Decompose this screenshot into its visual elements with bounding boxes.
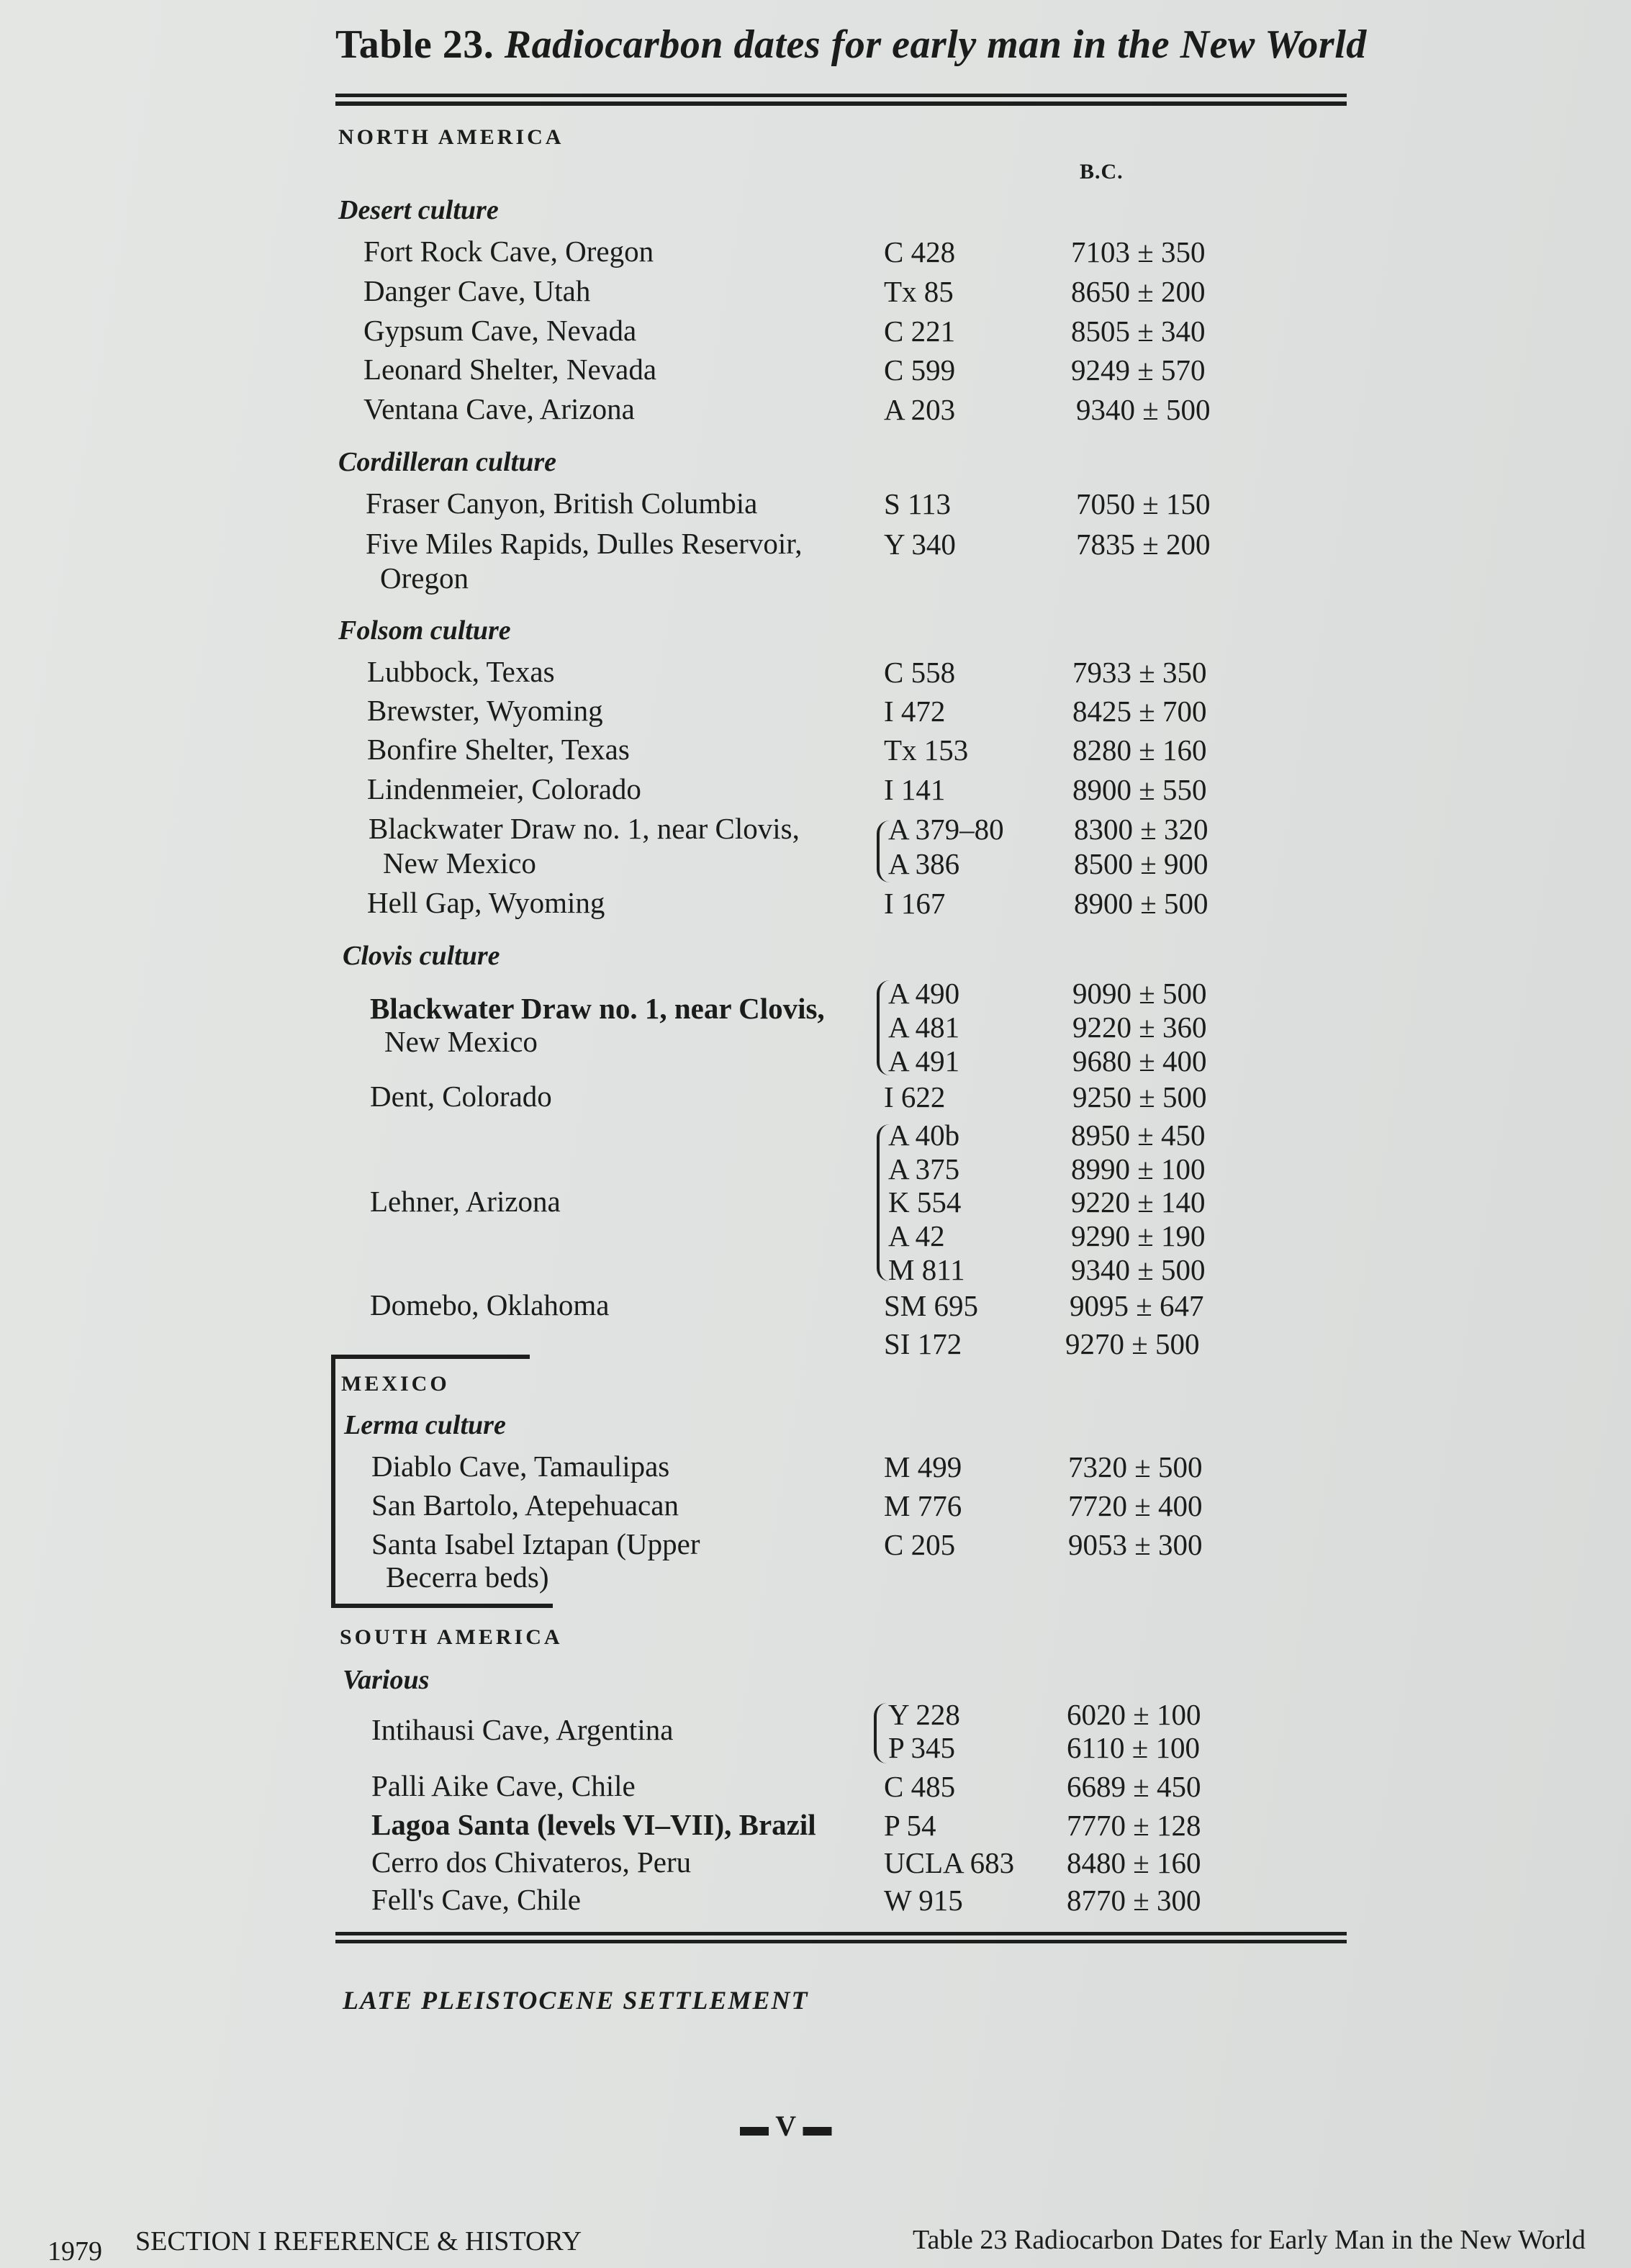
lab-number: W 915 bbox=[884, 1884, 963, 1917]
lab-number: M 499 bbox=[884, 1450, 962, 1483]
lab-number: A 375 bbox=[888, 1152, 960, 1185]
lab-number: SM 695 bbox=[884, 1289, 979, 1322]
site-name-continued: New Mexico bbox=[383, 846, 536, 880]
lab-number: I 622 bbox=[884, 1080, 946, 1113]
date-value: 9250 ± 500 bbox=[1072, 1080, 1207, 1113]
culture-various: Various bbox=[343, 1665, 430, 1695]
lab-number: I 167 bbox=[884, 887, 946, 920]
date-value: 9290 ± 190 bbox=[1071, 1219, 1206, 1252]
date-value: 7770 ± 128 bbox=[1067, 1809, 1201, 1842]
date-value: 6020 ± 100 bbox=[1067, 1698, 1201, 1731]
site-name: Ventana Cave, Arizona bbox=[363, 392, 635, 425]
lab-number: A 42 bbox=[888, 1219, 945, 1252]
lab-number: SI 172 bbox=[884, 1327, 962, 1360]
footer-year: 1979 bbox=[48, 2236, 102, 2267]
site-name: Gypsum Cave, Nevada bbox=[363, 314, 637, 347]
bottom-rule-second bbox=[335, 1940, 1347, 1943]
site-name: Intihausi Cave, Argentina bbox=[371, 1713, 674, 1746]
date-value: 8505 ± 340 bbox=[1071, 315, 1206, 348]
lab-number: C 485 bbox=[884, 1770, 956, 1803]
lab-number: I 141 bbox=[884, 773, 946, 806]
lab-number: M 811 bbox=[888, 1253, 965, 1286]
date-value: 8770 ± 300 bbox=[1067, 1884, 1201, 1917]
lab-number: A 379–80 bbox=[888, 813, 1004, 846]
next-section-heading: LATE PLEISTOCENE SETTLEMENT bbox=[343, 1986, 809, 2015]
lab-number: A 203 bbox=[884, 393, 956, 426]
date-value: 7933 ± 350 bbox=[1072, 656, 1207, 689]
site-name: Diablo Cave, Tamaulipas bbox=[371, 1450, 670, 1483]
date-value: 9340 ± 500 bbox=[1076, 393, 1211, 426]
lab-number: K 554 bbox=[888, 1185, 962, 1219]
date-value: 8990 ± 100 bbox=[1071, 1152, 1206, 1185]
site-name: Domebo, Oklahoma bbox=[370, 1288, 610, 1322]
date-value: 9090 ± 500 bbox=[1072, 977, 1207, 1010]
lab-number: S 113 bbox=[884, 487, 952, 520]
lab-number: Tx 153 bbox=[884, 733, 969, 767]
lab-number: P 345 bbox=[888, 1731, 956, 1764]
lab-number: A 481 bbox=[888, 1011, 960, 1044]
lab-number: A 490 bbox=[888, 977, 960, 1010]
site-name: Blackwater Draw no. 1, near Clovis, bbox=[369, 812, 800, 845]
column-header-bc: B.C. bbox=[1080, 160, 1124, 184]
date-value: 9249 ± 570 bbox=[1071, 353, 1206, 387]
region-mexico: MEXICO bbox=[341, 1372, 450, 1396]
table-title bbox=[335, 22, 1367, 68]
lab-number: Y 228 bbox=[888, 1698, 960, 1731]
site-name: Lehner, Arizona bbox=[370, 1185, 561, 1218]
date-value: 8500 ± 900 bbox=[1074, 847, 1208, 880]
site-name: Dent, Colorado bbox=[370, 1080, 552, 1113]
site-name: Leonard Shelter, Nevada bbox=[363, 353, 657, 386]
date-value: 7320 ± 500 bbox=[1068, 1450, 1203, 1483]
site-name: Five Miles Rapids, Dulles Reservoir, bbox=[366, 527, 803, 560]
site-name: Palli Aike Cave, Chile bbox=[371, 1769, 636, 1802]
brace-bracket bbox=[874, 1703, 887, 1763]
lab-number: I 472 bbox=[884, 695, 946, 728]
page-ornament: ▬ V ▬ bbox=[740, 2110, 832, 2142]
date-value: 9680 ± 400 bbox=[1072, 1044, 1207, 1077]
date-value: 7835 ± 200 bbox=[1076, 528, 1211, 561]
lab-number: C 428 bbox=[884, 235, 956, 268]
lab-number: M 776 bbox=[884, 1489, 962, 1522]
site-name: Bonfire Shelter, Texas bbox=[367, 733, 630, 766]
site-name: Cerro dos Chivateros, Peru bbox=[371, 1845, 692, 1879]
lab-number: C 221 bbox=[884, 315, 956, 348]
site-name: Santa Isabel Iztapan (Upper bbox=[371, 1527, 700, 1560]
lab-number: A 491 bbox=[888, 1044, 960, 1077]
lab-number: P 54 bbox=[884, 1809, 936, 1842]
site-name: Lagoa Santa (levels VI–VII), Brazil bbox=[371, 1808, 816, 1841]
date-value: 7720 ± 400 bbox=[1068, 1489, 1203, 1522]
table-caption: Radiocarbon dates for early man in the New World bbox=[504, 22, 1367, 67]
date-value: 8480 ± 160 bbox=[1067, 1846, 1201, 1879]
lab-number: A 386 bbox=[888, 847, 960, 880]
site-name: San Bartolo, Atepehuacan bbox=[371, 1488, 679, 1522]
lab-number: Tx 85 bbox=[884, 275, 954, 308]
date-value: 9220 ± 360 bbox=[1072, 1011, 1207, 1044]
bottom-rule bbox=[335, 1932, 1347, 1935]
site-name-continued: Becerra beds) bbox=[386, 1560, 549, 1594]
lab-number: Y 340 bbox=[884, 528, 956, 561]
date-value: 7103 ± 350 bbox=[1071, 235, 1206, 268]
mexico-bracket-bottom bbox=[331, 1604, 553, 1608]
region-north-america: NORTH AMERICA bbox=[338, 125, 564, 149]
culture-lerma: Lerma culture bbox=[344, 1410, 506, 1440]
lab-number: UCLA 683 bbox=[884, 1846, 1015, 1879]
date-value: 8900 ± 500 bbox=[1074, 887, 1208, 920]
site-name: Blackwater Draw no. 1, near Clovis, bbox=[370, 992, 825, 1025]
footer-section: SECTION I REFERENCE & HISTORY bbox=[135, 2226, 582, 2256]
culture-clovis: Clovis culture bbox=[343, 941, 500, 971]
culture-desert: Desert culture bbox=[338, 195, 499, 225]
culture-cordilleran: Cordilleran culture bbox=[338, 447, 556, 477]
date-value: 8300 ± 320 bbox=[1074, 813, 1208, 846]
site-name: Fort Rock Cave, Oregon bbox=[363, 235, 654, 268]
date-value: 8650 ± 200 bbox=[1071, 275, 1206, 308]
site-name: Fell's Cave, Chile bbox=[371, 1883, 581, 1916]
date-value: 7050 ± 150 bbox=[1076, 487, 1211, 520]
top-rule bbox=[335, 94, 1347, 97]
site-name: Hell Gap, Wyoming bbox=[367, 886, 605, 919]
footer-table-reference: Table 23 Radiocarbon Dates for Early Man in the New World bbox=[913, 2225, 1586, 2255]
lab-number: A 40b bbox=[888, 1119, 960, 1152]
table-number: Table 23. bbox=[335, 22, 494, 67]
site-name: Brewster, Wyoming bbox=[367, 694, 603, 727]
site-name: Lindenmeier, Colorado bbox=[367, 772, 641, 805]
region-south-america: SOUTH AMERICA bbox=[340, 1625, 563, 1649]
mexico-bracket-top bbox=[331, 1355, 530, 1359]
date-value: 8950 ± 450 bbox=[1071, 1119, 1206, 1152]
site-name-continued: New Mexico bbox=[384, 1025, 538, 1058]
date-value: 9340 ± 500 bbox=[1071, 1253, 1206, 1286]
date-value: 8280 ± 160 bbox=[1072, 733, 1207, 767]
date-value: 8900 ± 550 bbox=[1072, 773, 1207, 806]
site-name: Fraser Canyon, British Columbia bbox=[366, 487, 758, 520]
site-name-continued: Oregon bbox=[380, 561, 469, 595]
date-value: 9053 ± 300 bbox=[1068, 1528, 1203, 1561]
culture-folsom: Folsom culture bbox=[338, 615, 511, 646]
mexico-bracket-left bbox=[331, 1355, 335, 1608]
lab-number: C 205 bbox=[884, 1528, 956, 1561]
date-value: 9270 ± 500 bbox=[1065, 1327, 1200, 1360]
date-value: 8425 ± 700 bbox=[1072, 695, 1207, 728]
date-value: 6689 ± 450 bbox=[1067, 1770, 1201, 1803]
date-value: 6110 ± 100 bbox=[1067, 1731, 1200, 1764]
date-value: 9220 ± 140 bbox=[1071, 1185, 1206, 1219]
lab-number: C 558 bbox=[884, 656, 956, 689]
date-value: 9095 ± 647 bbox=[1070, 1289, 1204, 1322]
site-name: Lubbock, Texas bbox=[367, 655, 555, 688]
site-name: Danger Cave, Utah bbox=[363, 274, 591, 307]
lab-number: C 599 bbox=[884, 353, 956, 387]
top-rule-second bbox=[335, 101, 1347, 106]
